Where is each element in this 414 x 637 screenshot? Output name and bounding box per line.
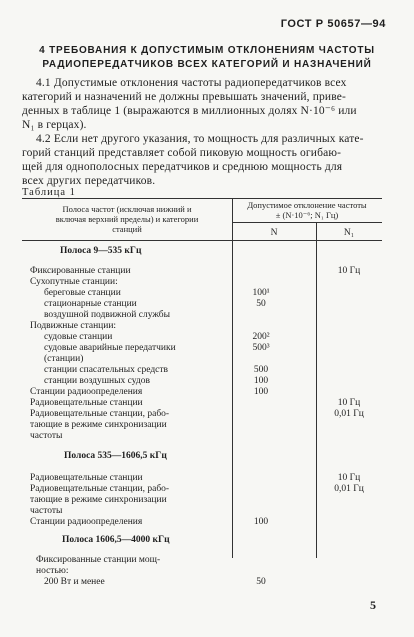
table-head-line: включая верхний пределы) и категории <box>55 214 199 224</box>
table-row-category: судовые станции <box>44 332 113 342</box>
table-row-category: Радиовещательные станции <box>30 473 143 483</box>
table-row-category: тающие в режиме синхронизации <box>30 495 167 505</box>
table-head-n1: N₁ <box>343 228 355 238</box>
table-row-category: станции воздушных судов <box>44 376 150 386</box>
page-number: 5 <box>370 598 376 612</box>
table-row-category: Радиовещательные станции, рабо- <box>30 484 170 494</box>
table-row-category: частоты <box>30 431 63 441</box>
table-row-n1: 0,01 Гц <box>334 484 364 494</box>
table-row-category: 200 Вт и менее <box>44 577 105 587</box>
paragraph-4-2-line: щей для однополосных передатчиков и среднюю мощность для <box>22 161 343 173</box>
table-row-category: станции спасательных средств <box>44 365 169 375</box>
paragraph-4-2-line: всех других передатчиков. <box>22 175 156 187</box>
paragraph-4-1-line: 4.1 Допустимые отклонения частоты радиопередатчиков всех <box>36 77 347 89</box>
table-row-category: Фиксированные станции мощ- <box>36 555 161 565</box>
table-head-line: Допустимое отклонение частоты <box>247 200 367 210</box>
table-row-category: тающие в режиме синхронизации <box>30 420 167 430</box>
table-caption: Таблица 1 <box>22 187 76 198</box>
table-band-heading: Полоса 1606,5—4000 кГц <box>62 535 170 545</box>
table-row-category: Станции радиоопределения <box>30 517 143 527</box>
table-row-n: 100 <box>253 387 269 397</box>
table-row-n: 100¹ <box>252 288 270 298</box>
table-row-n: 50 <box>256 299 266 309</box>
paragraph-4-1-line: денных в таблице 1 (выражаются в миллионных долях N·10⁻⁶ или <box>22 105 357 117</box>
table-row-category: Радиовещательные станции, рабо- <box>30 409 170 419</box>
table-row-category: ностью: <box>36 566 69 576</box>
table-row-category: судовые аварийные передатчики <box>44 343 176 353</box>
paragraph-4-2-line: горий станций представляет собой пиковую мощность огибаю- <box>22 147 342 159</box>
paragraph-4-2-line: 4.2 Если нет другого указания, то мощность для различных кате- <box>36 133 364 145</box>
table-row-n1: 10 Гц <box>337 266 361 276</box>
table-row-n: 500 <box>253 365 269 375</box>
document-id: ГОСТ Р 50657—94 <box>280 18 386 30</box>
table-row-category: (станции) <box>44 354 84 364</box>
table-row-category: воздушной подвижной службы <box>44 310 171 320</box>
table-row-n: 50 <box>256 577 266 587</box>
table-row-category: береговые станции <box>44 288 121 298</box>
table-row-n: 500³ <box>252 343 270 353</box>
table-head-n: N <box>270 228 278 238</box>
table-row-category: Радиовещательные станции <box>30 398 143 408</box>
section-title-line-2: РАДИОПЕРЕДАТЧИКОВ ВСЕХ КАТЕГОРИЙ И НАЗНАЧЕНИЙ <box>42 59 372 70</box>
table-band-heading: Полоса 9—535 кГц <box>60 246 142 256</box>
paragraph-4-1-line: N₁ в герцах). <box>22 119 87 131</box>
table-head-line: станций <box>112 224 142 234</box>
paragraph-4-1-line: категорий и назначений не должны превышать значений, приве- <box>22 91 346 103</box>
table-row-category: стационарные станции <box>44 299 137 309</box>
table-row-category: Подвижные станции: <box>30 321 117 331</box>
table-row-n: 200² <box>252 332 270 342</box>
table-row-category: частоты <box>30 506 63 516</box>
table-row-category: Станции радиоопределения <box>30 387 143 397</box>
table-row-n1: 0,01 Гц <box>334 409 364 419</box>
table-row-category: Фиксированные станции <box>30 266 131 276</box>
table-row-n1: 10 Гц <box>337 398 361 408</box>
table-band-heading: Полоса 535—1606,5 кГц <box>64 451 167 461</box>
table-row-n1: 10 Гц <box>337 473 361 483</box>
section-title-line-1: 4 ТРЕБОВАНИЯ К ДОПУСТИМЫМ ОТКЛОНЕНИЯМ ЧАСТОТЫ <box>39 45 375 56</box>
table-head-line: Полоса частот (исключая нижний и <box>62 204 192 214</box>
table-row-n: 100 <box>253 517 269 527</box>
table-row-category: Сухопутные станции: <box>30 277 118 287</box>
table-row-n: 100 <box>253 376 269 386</box>
table-head-line: ± (N·10⁻⁶; N₁ Гц) <box>275 210 339 220</box>
